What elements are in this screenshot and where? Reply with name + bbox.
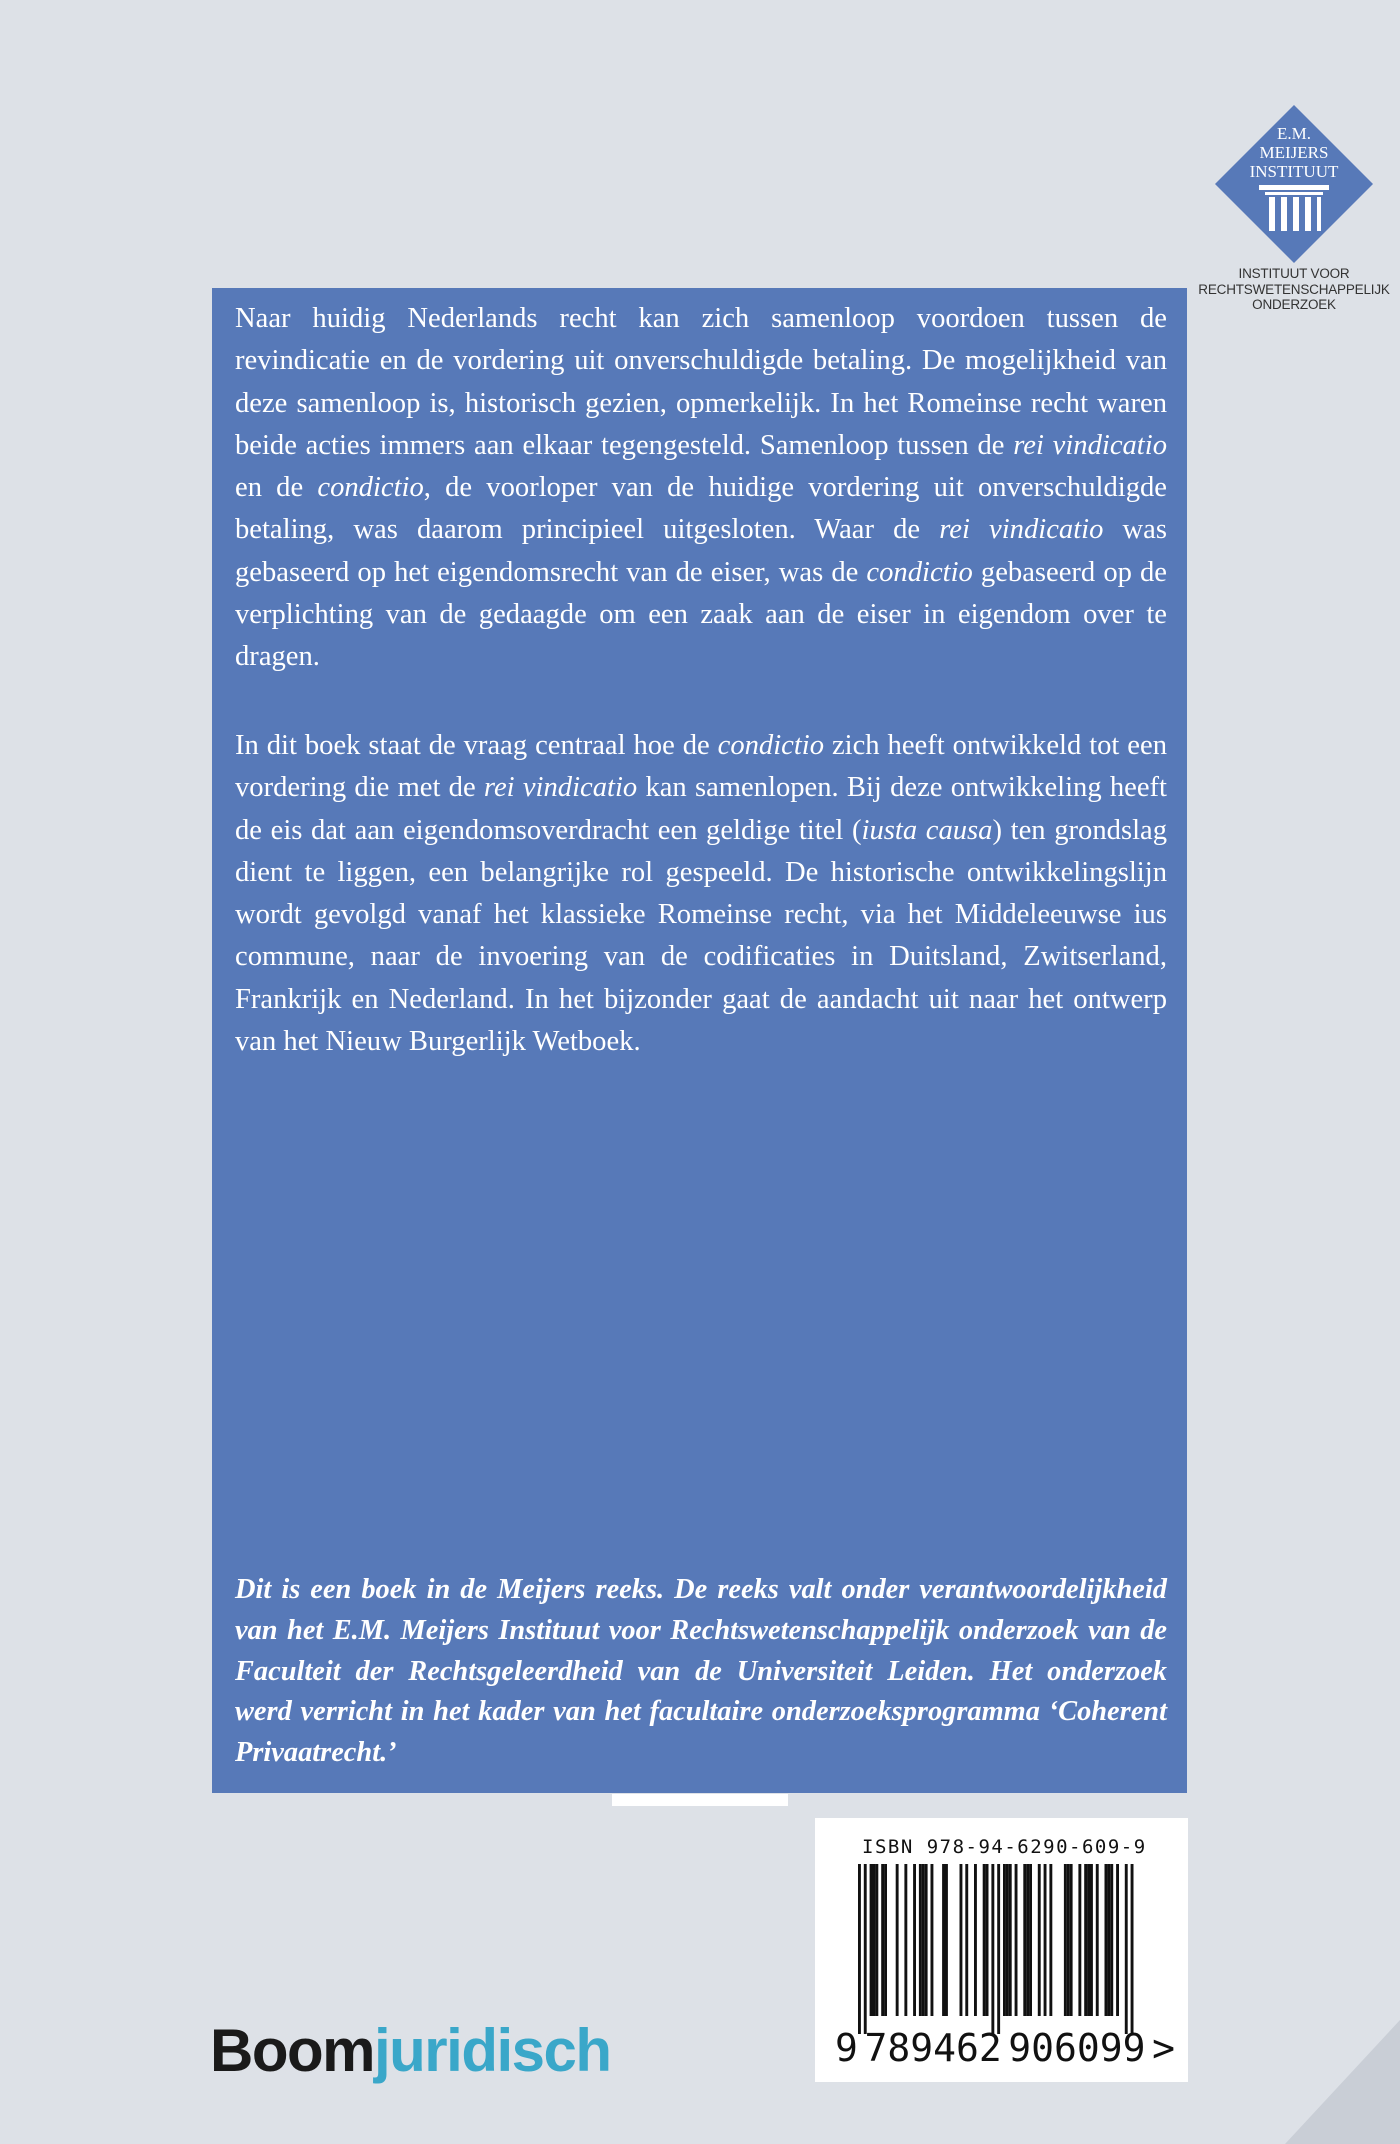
logo-subtitle-line: RECHTSWETENSCHAPPELIJK — [1198, 281, 1390, 297]
barcode-bar — [913, 1864, 916, 2016]
barcode-bar — [896, 1864, 899, 2016]
barcode-bar — [1107, 1864, 1110, 2016]
barcode-bar — [942, 1864, 945, 2016]
logo-line-3: INSTITUUT — [1249, 162, 1339, 181]
barcode-bar — [1029, 1864, 1032, 2016]
logo-subtitle — [1180, 266, 1400, 313]
barcode-bar — [1015, 1864, 1018, 2016]
barcode-bar — [919, 1864, 922, 2016]
corner-watermark — [1285, 2020, 1400, 2144]
barcode-bar — [986, 1864, 989, 2016]
barcode-bars — [858, 1864, 1148, 2034]
barcode-bar — [931, 1864, 934, 2016]
publisher-name-boom: Boom — [210, 2017, 374, 2084]
logo-line-1: E.M. — [1277, 124, 1311, 143]
barcode-bar — [1131, 1864, 1134, 2034]
isbn-label: ISBN 978-94-6290-609-9 — [862, 1836, 1147, 1858]
barcode-bar — [1064, 1864, 1067, 2016]
barcode-bar — [974, 1864, 977, 2016]
barcode-bar — [1003, 1864, 1006, 2016]
barcode-bar — [965, 1864, 968, 2016]
barcode-bar — [1038, 1864, 1041, 2016]
ean-first-digit: 9 — [835, 2026, 858, 2070]
barcode-bar — [1084, 1864, 1087, 2016]
meijers-institute-logo — [1215, 105, 1373, 263]
barcode-bar — [997, 1864, 1000, 2034]
logo-line-2: MEIJERS — [1259, 143, 1329, 162]
barcode-bar — [1006, 1864, 1009, 2016]
barcode-bar — [1110, 1864, 1113, 2016]
barcode-bar — [1049, 1864, 1052, 2016]
barcode-bar — [1023, 1864, 1026, 2016]
barcode-bar — [1125, 1864, 1128, 2034]
barcode-bar — [925, 1864, 928, 2016]
barcode-bar — [945, 1864, 948, 2016]
ean-digits — [835, 2026, 1175, 2070]
series-note: Dit is een boek in de Meijers reeks. De reeks valt onder verantwoordelijkheid van het E.M. Meijers Instituut voor Rechtswetenschappelijk onderzoek van de Faculteit der Rechtsgeleerdheid van de Universiteit Leiden. Het onderzoek werd verricht in het kader van het facultaire onderzoeksprogramma ‘Coherent Privaatrecht.’ — [235, 1574, 1167, 1769]
barcode-bar — [1067, 1864, 1070, 2016]
barcode-bar — [1105, 1864, 1108, 2016]
barcode-bar — [1026, 1864, 1029, 2016]
barcode-bar — [1096, 1864, 1099, 2016]
barcode-bar — [881, 1864, 884, 2016]
barcode-bar — [875, 1864, 878, 2016]
panel-tab — [612, 1794, 788, 1806]
barcode-bar — [1090, 1864, 1093, 2016]
ean-left-group: 789462 — [864, 2026, 1002, 2070]
publisher-logo — [210, 2016, 611, 2086]
ean-arrow: > — [1152, 2026, 1175, 2070]
ean-right-group: 906099 — [1008, 2026, 1146, 2070]
publisher-name-juridisch: juridisch — [373, 2017, 611, 2084]
barcode-bar — [1009, 1864, 1012, 2016]
barcode-bar — [922, 1864, 925, 2016]
blurb-paragraph-1: Naar huidig Nederlands recht kan zich samenloop voordoen tussen de revindicatie en de vordering uit onverschuldigde betaling. De mogelijkheid van deze samenloop is, historisch gezien, opmerkelijk. In het Romeinse recht waren beide acties immers aan elkaar tegengesteld. Samenloop tussen de rei vindicatio en de condictio, de voorloper van de huidige vordering uit onverschuldigde betaling, was daarom principieel uitgesloten. Waar de rei vindicatio was gebaseerd op het eigendomsrecht van de eiser, was de condictio gebaseerd op de verplichting van de gedaagde om een zaak aan de eiser in eigendom over te dragen. — [235, 303, 1167, 673]
barcode-bar — [1070, 1864, 1073, 2016]
blurb-paragraph-2: In dit boek staat de vraag centraal hoe de condictio zich heeft ontwikkeld tot een vordering die met de rei vindicatio kan samenlopen. Bij deze ontwikkeling heeft de eis dat aan eigendomsoverdracht een geldige titel (iusta causa) ten grondslag dient te liggen, een belangrijke rol gespeeld. De historische ontwikkelingslijn wordt gevolgd vanaf het klassieke Romeinse recht, via het Middeleeuwse ius commune, naar de invoering van de codificaties in Duitsland, Zwitserland, Frankrijk en Nederland. In het bijzonder gaat de aandacht uit naar het ontwerp van het Nieuw Burgerlijk Wetboek. — [235, 730, 1168, 1058]
barcode-bar — [1078, 1864, 1081, 2016]
barcode-bar — [1044, 1864, 1047, 2016]
barcode-bar — [870, 1864, 873, 2016]
barcode-bar — [858, 1864, 861, 2034]
barcode-bar — [1087, 1864, 1090, 2016]
barcode-bar — [960, 1864, 963, 2016]
barcode-bar — [864, 1864, 867, 2034]
barcode-bar — [873, 1864, 876, 2016]
barcode-bar — [991, 1864, 994, 2034]
barcode-bar — [1116, 1864, 1119, 2016]
logo-subtitle-line: ONDERZOEK — [1252, 297, 1336, 312]
logo-subtitle-line: INSTITUUT VOOR — [1238, 266, 1350, 281]
barcode-bar — [884, 1864, 887, 2016]
barcode-bar — [904, 1864, 907, 2016]
barcode-bar — [983, 1864, 986, 2016]
